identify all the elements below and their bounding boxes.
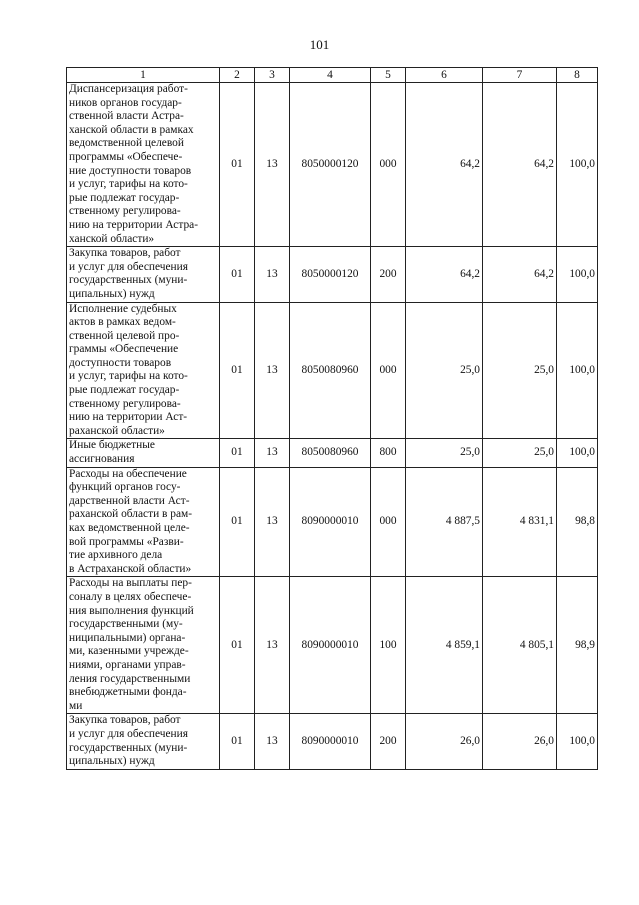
row-name-cell	[67, 714, 220, 769]
expense-type-cell: 200	[371, 714, 406, 769]
row-name-line: ственному регулирова-	[69, 397, 181, 410]
actual-amount-cell: 25,0	[483, 302, 557, 439]
table-row	[67, 247, 598, 302]
subsection-code-cell: 13	[255, 302, 290, 439]
row-name-line: нию на территории Астра-	[69, 218, 198, 231]
table-row	[67, 467, 598, 577]
planned-amount-cell: 25,0	[406, 439, 483, 467]
table-row	[67, 83, 598, 247]
row-name-line: ми, казенными учрежде-	[69, 645, 189, 658]
row-name-line: актов в рамках ведом-	[69, 316, 176, 329]
planned-amount-cell: 26,0	[406, 714, 483, 769]
budget-table	[66, 67, 598, 770]
execution-percent-cell: 100,0	[557, 439, 598, 467]
planned-amount-cell: 4 859,1	[406, 577, 483, 714]
actual-amount-cell: 26,0	[483, 714, 557, 769]
subsection-code-cell: 13	[255, 714, 290, 769]
row-name-line: ние доступности товаров	[69, 164, 192, 177]
actual-amount-cell: 4 805,1	[483, 577, 557, 714]
row-name-cell	[67, 302, 220, 439]
row-name-line: ниципальными) органа-	[69, 631, 186, 644]
row-name-line: ханской области в рамках	[69, 123, 194, 136]
section-code-cell: 01	[220, 467, 255, 577]
target-article-cell: 8050080960	[290, 302, 371, 439]
table-row	[67, 714, 598, 769]
row-name-line: в Астраханской области»	[69, 562, 192, 575]
row-name-line: ственному регулирова-	[69, 205, 181, 218]
table-row	[67, 302, 598, 439]
row-name-line: ния выполнения функций	[69, 604, 194, 617]
planned-amount-cell: 25,0	[406, 302, 483, 439]
row-name-line: программы «Обеспече-	[69, 150, 183, 163]
section-code-cell: 01	[220, 302, 255, 439]
target-article-cell: 8050000120	[290, 83, 371, 247]
expense-type-cell: 200	[371, 247, 406, 302]
planned-amount-cell: 4 887,5	[406, 467, 483, 577]
row-name-line: нию на территории Аст-	[69, 411, 188, 424]
subsection-code-cell: 13	[255, 83, 290, 247]
row-name-line: граммы «Обеспечение	[69, 343, 179, 356]
actual-amount-cell: 64,2	[483, 247, 557, 302]
execution-percent-cell: 98,9	[557, 577, 598, 714]
row-name-line: ципальных) нужд	[69, 287, 155, 300]
section-code-cell: 01	[220, 577, 255, 714]
row-name-line: функций органов госу-	[69, 481, 181, 494]
row-name-line: раханской области в рам-	[69, 508, 192, 521]
execution-percent-cell: 100,0	[557, 83, 598, 247]
table-row	[67, 577, 598, 714]
table-row	[67, 439, 598, 467]
actual-amount-cell: 25,0	[483, 439, 557, 467]
expense-type-cell: 000	[371, 302, 406, 439]
row-name-line: рые подлежат государ-	[69, 191, 180, 204]
target-article-cell: 8050080960	[290, 439, 371, 467]
subsection-code-cell: 13	[255, 247, 290, 302]
header-col-2: 2	[220, 68, 255, 83]
row-name-line: ников органов государ-	[69, 96, 182, 109]
section-code-cell: 01	[220, 247, 255, 302]
row-name-line: Диспансеризация работ-	[69, 83, 188, 95]
row-name-cell	[67, 439, 220, 467]
row-name-line: ственной целевой про-	[69, 329, 180, 342]
row-name-line: доступности товаров	[69, 356, 172, 369]
row-name-line: Закупка товаров, работ	[69, 714, 181, 727]
table-header-row	[67, 68, 598, 83]
header-col-3: 3	[255, 68, 290, 83]
row-name-cell	[67, 577, 220, 714]
row-name-cell	[67, 247, 220, 302]
section-code-cell: 01	[220, 439, 255, 467]
target-article-cell: 8090000010	[290, 714, 371, 769]
row-name-line: ми	[69, 699, 83, 712]
execution-percent-cell: 98,8	[557, 467, 598, 577]
row-name-line: Закупка товаров, работ	[69, 247, 181, 260]
row-name-line: государственных (муни-	[69, 741, 188, 754]
expense-type-cell: 800	[371, 439, 406, 467]
header-col-6: 6	[406, 68, 483, 83]
planned-amount-cell: 64,2	[406, 83, 483, 247]
row-name-line: дарственной власти Аст-	[69, 494, 190, 507]
expense-type-cell: 000	[371, 467, 406, 577]
actual-amount-cell: 64,2	[483, 83, 557, 247]
planned-amount-cell: 64,2	[406, 247, 483, 302]
subsection-code-cell: 13	[255, 577, 290, 714]
row-name-line: ханской области»	[69, 232, 155, 245]
row-name-cell	[67, 467, 220, 577]
row-name-line: тие архивного дела	[69, 549, 163, 562]
expense-type-cell: 000	[371, 83, 406, 247]
target-article-cell: 8090000010	[290, 577, 371, 714]
row-name-cell	[67, 83, 220, 247]
header-col-1: 1	[67, 68, 220, 83]
header-col-5: 5	[371, 68, 406, 83]
row-name-line: Расходы на выплаты пер-	[69, 577, 192, 590]
subsection-code-cell: 13	[255, 439, 290, 467]
row-name-line: государственными (му-	[69, 618, 183, 631]
table-body	[67, 83, 598, 770]
header-col-8: 8	[557, 68, 598, 83]
row-name-line: внебюджетными фонда-	[69, 686, 187, 699]
row-name-line: ассигнования	[69, 453, 135, 466]
row-name-line: и услуг, тарифы на кото-	[69, 370, 188, 383]
row-name-line: и услуг для обеспечения	[69, 727, 188, 740]
row-name-line: государственных (муни-	[69, 274, 188, 287]
target-article-cell: 8090000010	[290, 467, 371, 577]
row-name-line: Расходы на обеспечение	[69, 467, 187, 480]
row-name-line: ведомственной целевой	[69, 137, 184, 150]
target-article-cell: 8050000120	[290, 247, 371, 302]
subsection-code-cell: 13	[255, 467, 290, 577]
row-name-line: и услуг для обеспечения	[69, 260, 188, 273]
actual-amount-cell: 4 831,1	[483, 467, 557, 577]
row-name-line: раханской области»	[69, 424, 165, 437]
row-name-line: Иные бюджетные	[69, 439, 155, 452]
execution-percent-cell: 100,0	[557, 247, 598, 302]
row-name-line: ках ведомственной целе-	[69, 522, 190, 534]
header-col-4: 4	[290, 68, 371, 83]
row-name-line: ниями, органами управ-	[69, 658, 186, 671]
row-name-line: соналу в целях обеспече-	[69, 590, 192, 603]
page-number: 101	[309, 37, 330, 52]
row-name-line: и услуг, тарифы на кото-	[69, 178, 188, 191]
execution-percent-cell: 100,0	[557, 302, 598, 439]
row-name-line: вой программы «Разви-	[69, 535, 184, 548]
expense-type-cell: 100	[371, 577, 406, 714]
row-name-line: Исполнение судебных	[69, 302, 177, 315]
section-code-cell: 01	[220, 714, 255, 769]
row-name-line: ления государственными	[69, 672, 191, 685]
row-name-line: ципальных) нужд	[69, 755, 155, 768]
row-name-line: рые подлежат государ-	[69, 384, 180, 397]
row-name-line: ственной власти Астра-	[69, 110, 184, 123]
section-code-cell: 01	[220, 83, 255, 247]
header-col-7: 7	[483, 68, 557, 83]
execution-percent-cell: 100,0	[557, 714, 598, 769]
